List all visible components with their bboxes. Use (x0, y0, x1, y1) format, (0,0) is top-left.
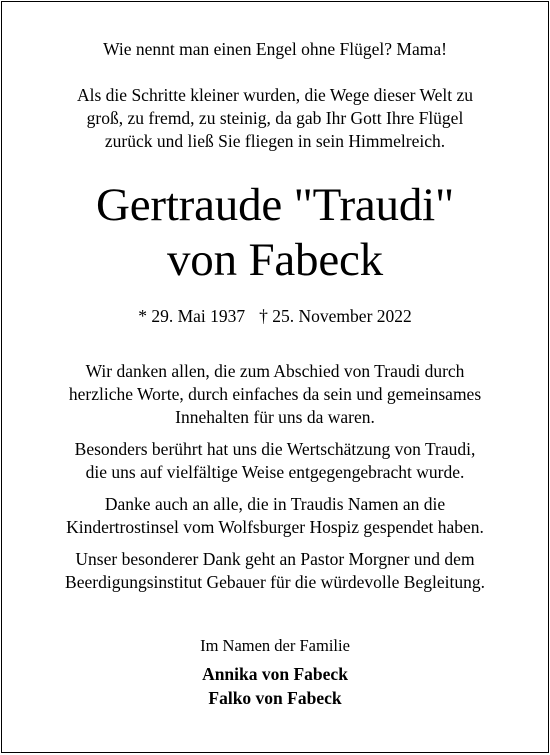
deceased-name-line-2: von Fabeck (167, 234, 383, 286)
death-date: † 25. November 2022 (259, 306, 412, 326)
family-signoff: Im Namen der Familie (200, 636, 350, 655)
paragraph-line: die uns auf vielfältige Weise entgegengebracht wurde. (85, 462, 465, 482)
paragraph-line: Beerdigungsinstitut Gebauer für die würdevolle Begleitung. (65, 572, 485, 592)
obituary-notice (1, 1, 549, 753)
deceased-name-line-1: Gertraude "Traudi" (95, 179, 455, 231)
paragraph-line: herzliche Worte, durch einfaches da sein und gemeinsames (68, 384, 482, 404)
paragraph-line: Unser besonderer Dank geht an Pastor Morgner und dem (75, 549, 475, 569)
paragraph-line: Innehalten für uns da waren. (175, 407, 375, 427)
poem-line: zurück und ließ Sie fliegen in sein Himmelreich. (104, 131, 446, 151)
signer-name: Annika von Fabeck (202, 664, 348, 684)
intro-quote: Wie nennt man einen Engel ohne Flügel? Mama! (103, 39, 447, 59)
poem-line: groß, zu fremd, zu steinig, da gab Ihr Gott Ihre Flügel (86, 108, 464, 128)
signer-name: Falko von Fabeck (208, 688, 342, 708)
life-dates (2, 305, 548, 328)
paragraph-line: Kindertrostinsel vom Wolfsburger Hospiz gespendet haben. (66, 517, 484, 537)
donation-paragraph (15, 493, 535, 539)
paragraph-line: Danke auch an alle, die in Traudis Namen an die (104, 494, 446, 514)
deceased-name (2, 178, 548, 288)
thanks-paragraph (15, 360, 535, 429)
paragraph-line: Wir danken allen, die zum Abschied von Traudi durch (85, 361, 465, 381)
appreciation-paragraph (15, 438, 535, 484)
paragraph-line: Besonders berührt hat uns die Wertschätzung von Traudi, (74, 439, 476, 459)
poem (25, 84, 525, 153)
poem-line: Als die Schritte kleiner wurden, die Wege dieser Welt zu (77, 85, 473, 105)
birth-date: * 29. Mai 1937 (138, 306, 246, 326)
special-thanks-paragraph (15, 548, 535, 594)
